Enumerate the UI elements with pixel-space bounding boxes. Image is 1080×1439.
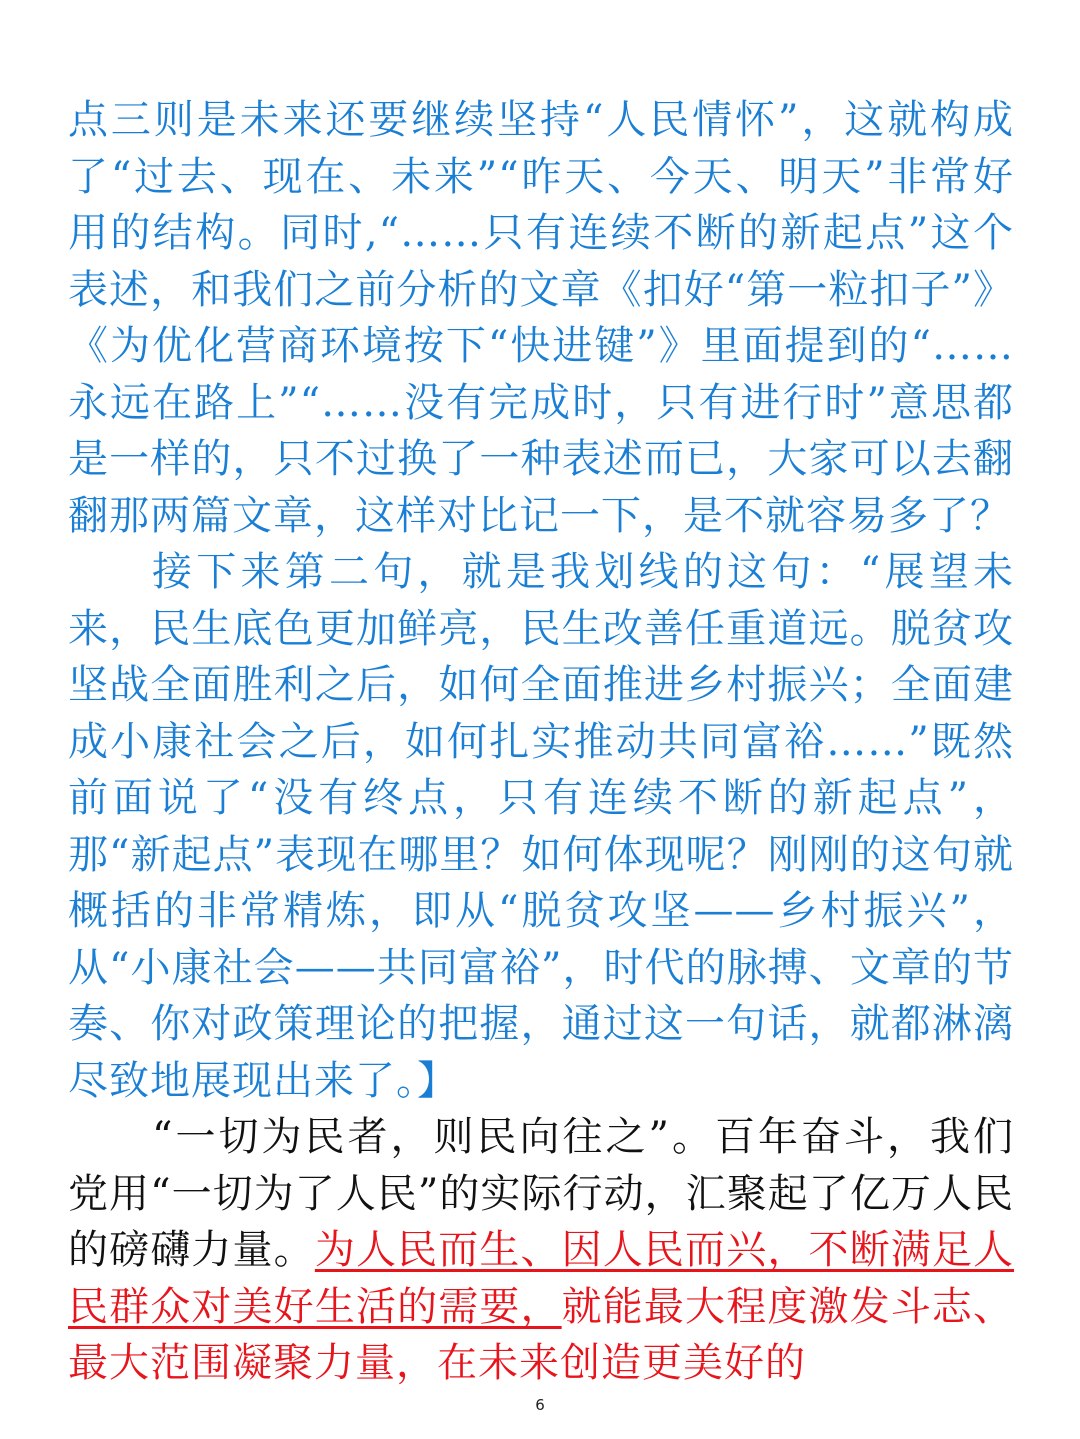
document-body xyxy=(68,92,1014,1392)
commentary-paragraph-2: 接下来第二句，就是我划线的这句：“展望未来，民生底色更加鲜亮，民生改善任重道远。脱贫攻坚战全面胜利之后，如何全面推进乡村振兴；全面建成小康社会之后，如何扎实推动共同富裕……”既然前面说了“没有终点，只有连续不断的新起点”，那“新起点”表现在哪里？如何体现呢？刚刚的这句就概括的非常精炼，即从“脱贫攻坚——乡村振兴”，从“小康社会——共同富裕”，时代的脉搏、文章的节奏、你对政策理论的把握，通过这一句话，就都淋漓尽致地展现出来了。】 xyxy=(68,549,1014,1104)
highlight-text-underlined: 为人民而生、因人民而兴，不断满足人民群众对美好生活的需要， xyxy=(68,1227,1015,1330)
highlight-text-red: 就能最大程度激发斗志、最大范围凝聚力量，在未来创造更美好的 xyxy=(68,1283,1015,1386)
commentary-paragraph-1: 点三则是未来还要继续坚持“人民情怀”，这就构成了“过去、现在、未来”“昨天、今天、明天”非常好用的结构。同时,“……只有连续不断的新起点”这个表述，和我们之前分析的文章《扣好“第一粒扣子”》《为优化营商环境按下“快进键”》里面提到的“……永远在路上”“……没有完成时，只有进行时”意思都是一样的，只不过换了一种表述而已，大家可以去翻翻那两篇文章，这样对比记一下，是不就容易多了？ xyxy=(68,97,1014,539)
page-number: 6 xyxy=(535,1396,545,1414)
body-paragraph-3 xyxy=(68,1109,1014,1392)
body-text-black: “一切为民者，则民向往之”。百年奋斗，我们党用“一切为了人民”的实际行动，汇聚起了亿万人民的磅礴力量。 xyxy=(68,1114,1014,1273)
